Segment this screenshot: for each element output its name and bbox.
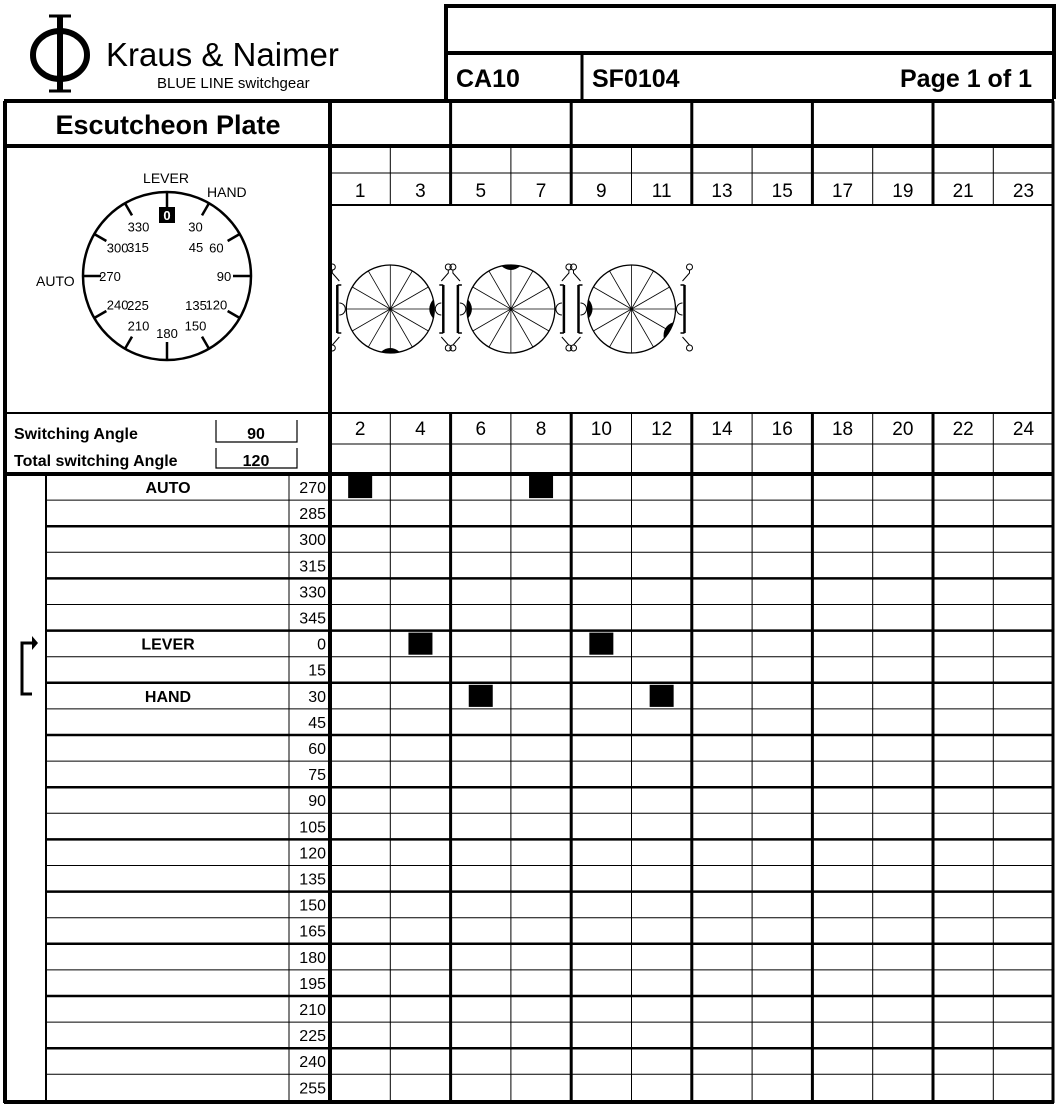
dial-tick <box>94 234 106 241</box>
terminal-number-top: 3 <box>415 181 426 202</box>
position-angle: 255 <box>299 1080 326 1098</box>
terminal-screw <box>687 345 693 351</box>
contact-lead <box>562 270 569 281</box>
model-number: CA10 <box>456 65 520 93</box>
dial-angle-label: 270 <box>99 269 121 284</box>
contact-closed-mark <box>589 633 613 655</box>
cam-notch <box>501 265 520 270</box>
terminal-number-top: 13 <box>711 181 733 202</box>
page-indicator: Page 1 of 1 <box>900 65 1032 93</box>
contact-roller <box>460 303 466 315</box>
dial-angle-label: 300 <box>106 240 129 256</box>
dial-angle-label: 150 <box>184 318 207 334</box>
position-name: AUTO <box>145 480 191 497</box>
contact-roller <box>677 303 683 315</box>
contact-roller <box>581 303 587 315</box>
stop-bracket <box>22 636 38 694</box>
contact-lead <box>332 270 339 281</box>
terminal-number-bottom: 14 <box>711 419 733 440</box>
contact-roller <box>556 303 562 315</box>
escutcheon-title: Escutcheon Plate <box>55 110 281 140</box>
dial-label-auto: AUTO <box>36 273 75 289</box>
position-name: LEVER <box>141 636 195 654</box>
terminal-number-bottom: 18 <box>831 419 854 440</box>
position-angle: 60 <box>308 741 326 758</box>
position-angle: 15 <box>308 662 326 680</box>
cam-spoke <box>610 271 632 309</box>
dial-angle-label: 210 <box>127 318 150 334</box>
column-gridlines <box>390 101 993 1103</box>
cam-spoke <box>368 271 390 309</box>
total-angle-value: 120 <box>242 453 270 470</box>
terminal-number-top: 19 <box>892 181 914 202</box>
position-name: HAND <box>144 688 192 706</box>
contact-roller <box>435 303 441 315</box>
header <box>446 6 1054 99</box>
cam-spoke <box>593 309 631 331</box>
terminal-screw <box>687 264 693 270</box>
position-angle: 105 <box>299 819 326 837</box>
contact-closed-mark <box>529 476 553 498</box>
terminal-number-top: 11 <box>651 181 672 202</box>
contact-closed-mark <box>469 685 493 707</box>
cam-notch <box>381 348 400 353</box>
cam-spoke <box>390 287 428 309</box>
contact-lead <box>574 270 581 281</box>
cam-spoke <box>352 309 390 331</box>
dial-label-hand: HAND <box>207 184 247 200</box>
dial-angle-label: 315 <box>127 240 149 256</box>
dial-angle-label: 330 <box>127 219 150 235</box>
cam-spoke <box>489 271 511 309</box>
position-angle: 210 <box>299 1002 326 1019</box>
position-rows <box>141 480 326 1097</box>
cam-notch <box>587 299 592 318</box>
cam-spoke <box>593 287 631 309</box>
contact-closed-mark <box>650 685 674 707</box>
position-angle: 135 <box>299 871 326 889</box>
contact-lead <box>562 337 569 345</box>
dial-tick <box>202 203 209 215</box>
contact-lead <box>683 337 690 345</box>
cam-spoke <box>368 309 390 347</box>
terminal-number-bottom: 4 <box>415 419 426 440</box>
dial-angle-label: 60 <box>209 240 224 256</box>
terminal-number-top: 17 <box>831 181 854 202</box>
cam-notch <box>429 299 434 318</box>
position-angle: 75 <box>308 767 326 785</box>
program-number: SF0104 <box>592 65 680 93</box>
cam-spoke <box>610 309 632 347</box>
position-angle: 315 <box>299 558 326 576</box>
cam-spoke <box>511 271 533 309</box>
terminal-number-top: 7 <box>535 181 547 202</box>
contact-lead <box>453 270 460 281</box>
contact-closed-mark <box>408 633 432 655</box>
escutcheon-dial <box>36 170 251 360</box>
cam-notch <box>664 322 674 339</box>
contact-lead <box>441 337 448 345</box>
dial-tick <box>228 234 240 241</box>
main-frame <box>4 101 1054 1103</box>
dial-angle-labels <box>99 220 231 341</box>
position-angle: 45 <box>308 714 326 732</box>
dial-tick <box>94 311 106 318</box>
position-angle: 165 <box>299 923 326 941</box>
angle-summary <box>14 420 297 470</box>
terminal-number-top: 21 <box>952 181 974 202</box>
contact-lead <box>441 270 448 281</box>
dial-angle-label: 30 <box>188 219 203 235</box>
contact-roller <box>339 303 345 315</box>
cam-spoke <box>632 287 670 309</box>
brand-name: Kraus & Naimer <box>106 36 339 73</box>
dial-angle-label: 180 <box>156 326 178 341</box>
position-angle: 285 <box>299 506 326 524</box>
terminal-number-bottom: 12 <box>651 419 673 440</box>
brand-tagline: BLUE LINE switchgear <box>157 75 310 92</box>
row-gridlines <box>46 500 1053 1074</box>
dial-angle-label: 90 <box>216 269 232 284</box>
position-angle: 30 <box>308 688 326 706</box>
position-angle: 240 <box>299 1054 326 1072</box>
cam-spoke <box>473 309 511 331</box>
cam-spoke <box>473 287 511 309</box>
terminal-number-top: 23 <box>1012 181 1035 202</box>
terminal-number-bottom: 20 <box>892 419 914 440</box>
cam-stage-1 <box>329 264 451 353</box>
cam-spoke <box>632 309 670 331</box>
terminal-number-bottom: 8 <box>535 419 547 440</box>
dial-angle-label: 120 <box>205 297 228 313</box>
cam-notch <box>467 299 472 318</box>
cam-spoke <box>632 309 654 347</box>
contact-lead <box>332 337 339 345</box>
position-angle: 300 <box>299 532 326 550</box>
position-angle: 345 <box>299 610 326 628</box>
dial-tick <box>202 337 209 349</box>
terminal-number-top: 15 <box>771 181 793 202</box>
contact-lead <box>574 337 581 345</box>
brand-logo <box>33 15 339 92</box>
position-angle: 0 <box>317 636 326 654</box>
terminal-number-bottom: 6 <box>475 419 487 440</box>
stop-bracket-line <box>22 643 32 694</box>
terminal-number-top: 9 <box>596 181 607 202</box>
dial-tick <box>125 203 132 215</box>
switching-angle-value: 90 <box>247 426 265 443</box>
position-angle: 225 <box>299 1028 326 1046</box>
terminal-number-top: 5 <box>475 181 487 202</box>
total-angle-label: Total switching Angle <box>14 453 178 470</box>
terminal-number-bottom: 16 <box>771 419 793 440</box>
cam-diagrams <box>329 264 692 353</box>
cam-spoke <box>390 309 412 347</box>
cam-spoke <box>511 309 549 331</box>
cam-spoke <box>352 287 390 309</box>
cam-spoke <box>390 271 412 309</box>
cam-spoke <box>390 309 428 331</box>
position-angle: 330 <box>299 584 326 602</box>
dial-angle-label: 240 <box>106 297 129 313</box>
position-angle: 195 <box>299 975 326 993</box>
cam-spoke <box>511 287 549 309</box>
cam-stage-2 <box>450 264 572 353</box>
dial-tick <box>125 337 132 349</box>
terminal-number-bottom: 10 <box>590 419 612 440</box>
position-angle: 180 <box>299 949 326 967</box>
cam-spoke <box>632 271 654 309</box>
position-angle: 90 <box>308 793 326 811</box>
dial-angle-label: 45 <box>188 240 204 256</box>
dial-label-lever: LEVER <box>143 170 189 186</box>
position-angle: 150 <box>299 897 326 915</box>
terminal-number-bottom: 24 <box>1012 419 1035 440</box>
terminal-number-bottom: 22 <box>952 419 974 440</box>
switching-angle-label: Switching Angle <box>14 426 138 443</box>
contact-closed-mark <box>348 476 372 498</box>
stop-bracket-arrow <box>32 636 38 650</box>
dial-tick <box>228 311 240 318</box>
cam-stage-3 <box>571 264 693 353</box>
dial-angle-label: 225 <box>127 297 149 313</box>
dial-marked-angle: 0 <box>163 208 171 223</box>
terminal-number-bottom: 2 <box>354 419 366 440</box>
contact-lead <box>453 337 460 345</box>
cam-spoke <box>511 309 533 347</box>
cam-spoke <box>489 309 511 347</box>
contact-lead <box>683 270 690 281</box>
position-angle: 270 <box>299 480 326 497</box>
position-angle: 120 <box>299 845 326 863</box>
dial-angle-label: 135 <box>185 297 207 313</box>
terminal-number-top: 1 <box>354 181 366 202</box>
